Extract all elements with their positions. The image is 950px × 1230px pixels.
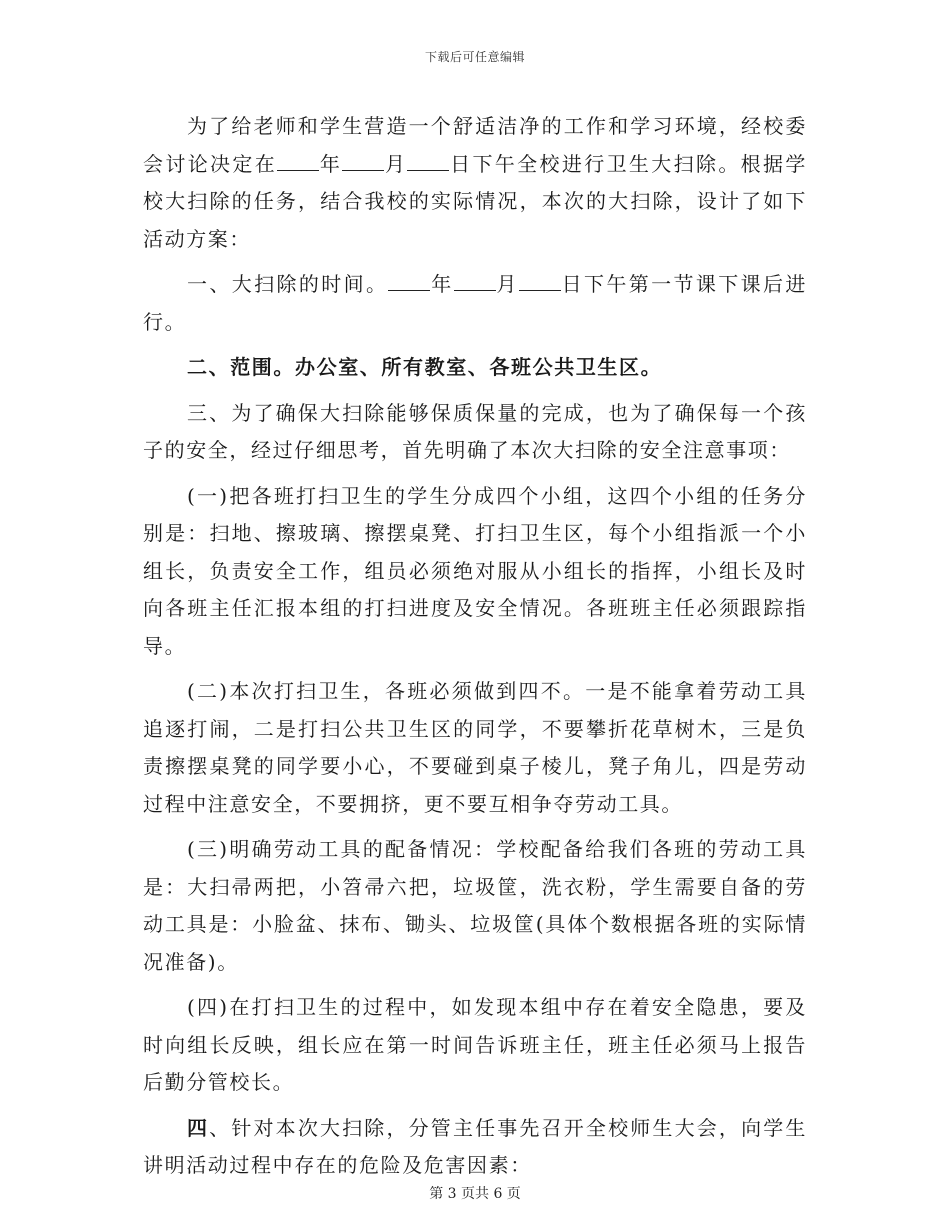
year-label: 年 <box>430 272 454 296</box>
paragraph-item-3: (三)明确劳动工具的配备情况：学校配备给我们各班的劳动工具是：大扫帚两把，小笤帚六把，垃圾筐，洗衣粉，学生需要自备的劳动工具是：小脸盆、抹布、锄头、垃圾筐(具体个数根据各班的实际情况准备)。 <box>143 837 807 974</box>
paragraph-time <box>143 266 807 341</box>
paragraph-intro <box>143 108 807 258</box>
time-text-start: 一、大扫除的时间。 <box>187 272 389 296</box>
month-label: 月 <box>384 151 408 176</box>
blank-day <box>407 169 449 171</box>
document-body <box>143 108 807 1193</box>
time-text-end: 日下午第一节课下课后进行。 <box>143 272 807 334</box>
intro-text-start: 为了给老师和学生营造一个舒适洁净的工作和学习环境，经校委会讨论决定在 <box>143 114 807 176</box>
blank-year <box>388 289 430 291</box>
month-label: 月 <box>495 272 519 296</box>
section-4-text: 、针对本次大扫除，分管主任事先召开全校师生大会，向学生讲明活动过程中存在的危险及危害因素： <box>143 1115 807 1177</box>
blank-month <box>342 169 384 171</box>
page-footer: 第 3 页共 6 页 <box>429 1186 521 1202</box>
paragraph-item-4: (四)在打扫卫生的过程中，如发现本组中存在着安全隐患，要及时向组长反映，组长应在第一时间告诉班主任，班主任必须马上报告后勤分管校长。 <box>143 995 807 1094</box>
paragraph-item-1: (一)把各班打扫卫生的学生分成四个小组，这四个小组的任务分别是：扫地、擦玻璃、擦摆桌凳、打扫卫生区，每个小组指派一个小组长，负责安全工作，组员必须绝对服从小组长的指挥，小组长及时向各班主任汇报本组的打扫进度及安全情况。各班班主任必须跟踪指导。 <box>143 483 807 658</box>
blank-month <box>454 289 496 291</box>
blank-day <box>519 289 561 291</box>
paragraph-scope: 二、范围。办公室、所有教室、各班公共卫生区。 <box>187 355 663 379</box>
section-4-number: 四 <box>187 1115 210 1140</box>
year-label: 年 <box>319 151 343 176</box>
intro-text-end: 日下午全校进行卫生大扫除。根据学校大扫除的任务，结合我校的实际情况，本次的大扫除，设计了如下活动方案： <box>143 151 807 251</box>
paragraph-item-2: (二)本次打扫卫生，各班必须做到四不。一是不能拿着劳动工具追逐打闹，二是打扫公共卫生区的同学，不要攀折花草树木，三是负责擦摆桌凳的同学要小心，不要碰到桌子棱儿，凳子角儿，四是劳动过程中注意安全，不要拥挤，更不要互相争夺劳动工具。 <box>143 679 807 816</box>
blank-year <box>277 169 319 171</box>
paragraph-section-4 <box>143 1110 807 1185</box>
paragraph-safety-intro: 三、为了确保大扫除能够保质保量的完成，也为了确保每一个孩子的安全，经过仔细思考，首先明确了本次大扫除的安全注意事项： <box>143 400 807 462</box>
page-header: 下载后可任意编辑 <box>424 50 525 64</box>
